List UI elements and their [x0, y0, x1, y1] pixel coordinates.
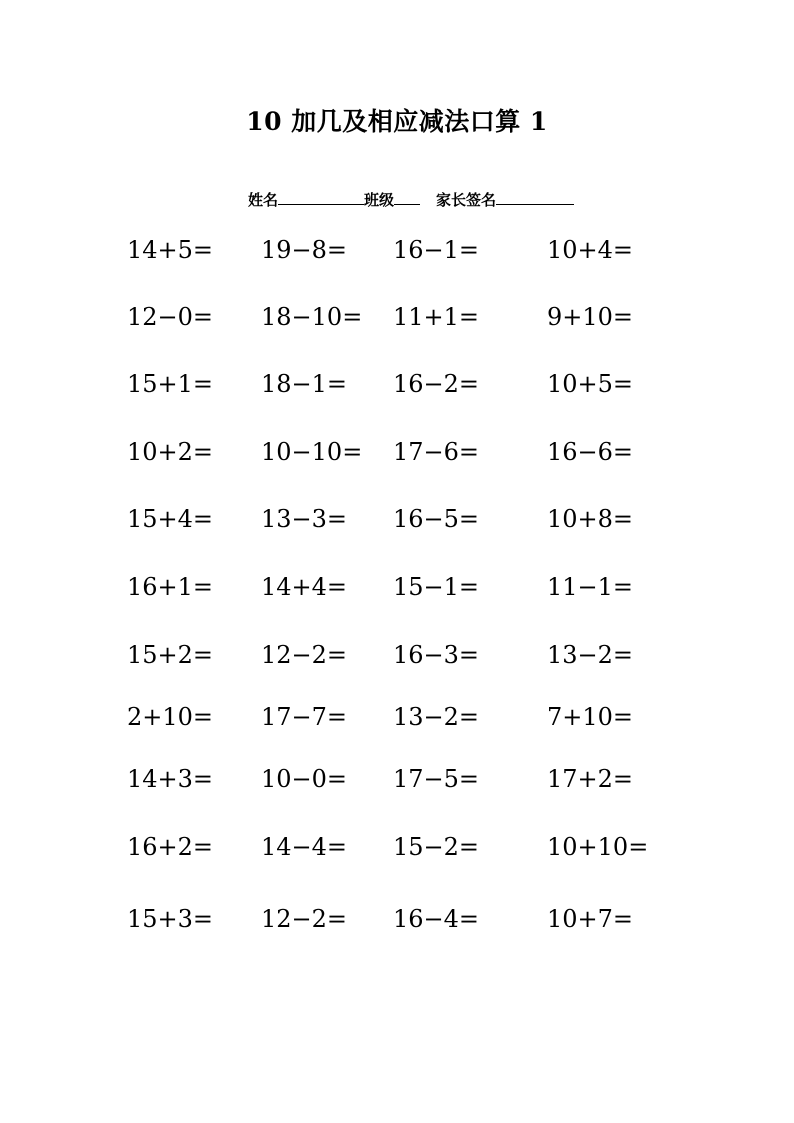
problem-r4-c2: 10−10=: [261, 438, 363, 466]
problem-r11-c2: 12−2=: [261, 905, 348, 933]
problem-r5-c1: 15+4=: [127, 505, 214, 533]
problem-r2-c1: 12−0=: [127, 303, 214, 331]
problem-r4-c4: 16−6=: [547, 438, 634, 466]
problem-r8-c4: 7+10=: [547, 703, 634, 731]
problem-r1-c4: 10+4=: [547, 236, 634, 264]
problem-r3-c2: 18−1=: [261, 370, 348, 398]
problem-r10-c1: 16+2=: [127, 833, 214, 861]
problem-r7-c1: 15+2=: [127, 641, 214, 669]
problem-r9-c4: 17+2=: [547, 765, 634, 793]
problem-r5-c3: 16−5=: [393, 505, 480, 533]
problem-r7-c3: 16−3=: [393, 641, 480, 669]
problem-r11-c1: 15+3=: [127, 905, 214, 933]
problem-r11-c4: 10+7=: [547, 905, 634, 933]
problem-r1-c2: 19−8=: [261, 236, 348, 264]
worksheet-title: 10 加几及相应减法口算 1: [246, 107, 548, 136]
problem-r3-c4: 10+5=: [547, 370, 634, 398]
problem-r9-c2: 10−0=: [261, 765, 348, 793]
problem-r10-c4: 10+10=: [547, 833, 649, 861]
problem-r11-c3: 16−4=: [393, 905, 480, 933]
problem-r6-c1: 16+1=: [127, 573, 214, 601]
problem-r7-c2: 12−2=: [261, 641, 348, 669]
problem-r8-c3: 13−2=: [393, 703, 480, 731]
parent-sign-label: 家长签名: [436, 191, 497, 209]
problem-r3-c1: 15+1=: [127, 370, 214, 398]
problem-r6-c3: 15−1=: [393, 573, 480, 601]
problem-r10-c3: 15−2=: [393, 833, 480, 861]
problem-r2-c3: 11+1=: [393, 303, 480, 331]
problem-r8-c2: 17−7=: [261, 703, 348, 731]
class-label: 班级: [364, 191, 395, 209]
problem-r5-c4: 10+8=: [547, 505, 634, 533]
problem-r3-c3: 16−2=: [393, 370, 480, 398]
problem-r4-c1: 10+2=: [127, 438, 214, 466]
problem-r4-c3: 17−6=: [393, 438, 480, 466]
name-label: 姓名: [248, 191, 279, 209]
problem-r7-c4: 13−2=: [547, 641, 634, 669]
problem-r8-c1: 2+10=: [127, 703, 214, 731]
problem-r10-c2: 14−4=: [261, 833, 348, 861]
problem-r2-c4: 9+10=: [547, 303, 634, 331]
problem-r1-c3: 16−1=: [393, 236, 480, 264]
problem-r9-c3: 17−5=: [393, 765, 480, 793]
problem-r6-c2: 14+4=: [261, 573, 348, 601]
problem-r2-c2: 18−10=: [261, 303, 363, 331]
problem-r6-c4: 11−1=: [547, 573, 634, 601]
problem-r5-c2: 13−3=: [261, 505, 348, 533]
problem-r9-c1: 14+3=: [127, 765, 214, 793]
problem-r1-c1: 14+5=: [127, 236, 214, 264]
